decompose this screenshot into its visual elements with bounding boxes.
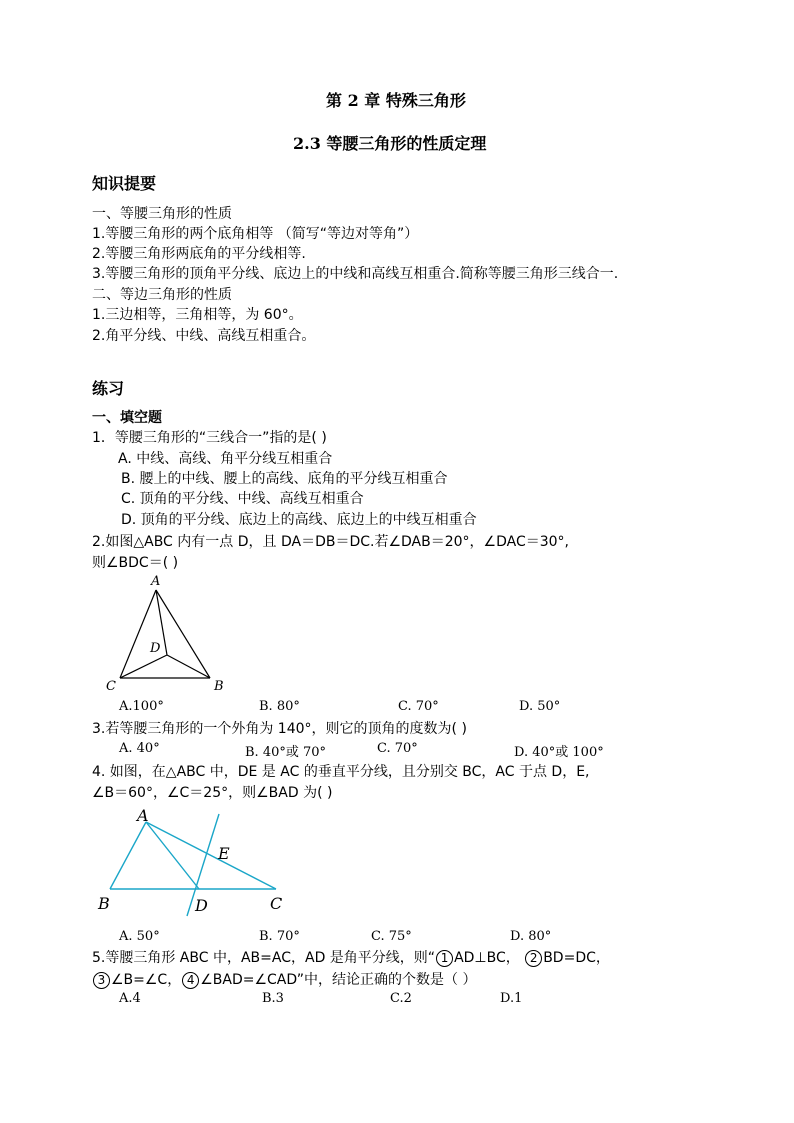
q4-option-a: A. 50°: [119, 929, 160, 944]
section-title: 2.3 等腰三角形的性质定理: [293, 134, 487, 153]
knowledge-line: 一、等腰三角形的性质: [92, 206, 232, 222]
q5-stem-line2: [92, 970, 476, 990]
knowledge-line: 2.等腰三角形两底角的平分线相等.: [92, 246, 306, 262]
q5-option-d: D.1: [500, 991, 523, 1006]
q5-option-c: C.2: [390, 991, 412, 1006]
label-d: D: [195, 896, 208, 915]
label-a: A: [151, 574, 161, 589]
label-b: B: [214, 679, 224, 694]
knowledge-line: 1.等腰三角形的两个底角相等 （简写“等边对等角”）: [92, 226, 419, 242]
q4-stem-line1: 4. 如图，在△ABC 中，DE 是 AC 的垂直平分线，且分别交 BC，AC 于点 D，E,: [92, 764, 590, 780]
label-e: E: [218, 844, 230, 863]
q5-statement-3: ∠B=∠C，: [111, 972, 182, 988]
q5-statement-4: ∠BAD=∠CAD”中，结论正确的个数是（ ）: [200, 972, 477, 988]
q4-option-b: B. 70°: [259, 929, 300, 944]
q3-option-a: A. 40°: [119, 741, 160, 756]
knowledge-line: 二、等边三角形的性质: [92, 287, 232, 303]
q5-stem-line1: [92, 948, 610, 968]
label-c: C: [106, 679, 116, 694]
q2-stem-line1: 2.如图△ABC 内有一点 D，且 DA＝DB＝DC.若∠DAB＝20°，∠DAC＝30°,: [92, 534, 570, 550]
circled-number-1: 1: [436, 950, 453, 967]
q5-option-b: B.3: [262, 991, 284, 1006]
q1-option-d: D. 顶角的平分线、底边上的高线、底边上的中线互相重合: [121, 512, 477, 528]
q1-option-c: C. 顶角的平分线、中线、高线互相重合: [121, 491, 364, 507]
q5-statement-2: BD=DC，: [543, 950, 610, 966]
knowledge-heading: 知识提要: [92, 174, 157, 193]
side-ac: [146, 822, 276, 889]
q1-option-a: A. 中线、高线、角平分线互相重合: [118, 451, 333, 467]
segment-ad: [146, 822, 199, 889]
q2-stem-line2: 则∠BDC＝( ): [92, 555, 179, 571]
practice-heading: 练习: [92, 379, 125, 398]
q5-statement-1: AD⊥BC，: [454, 950, 520, 966]
knowledge-line: 1.三边相等，三角相等，为 60°。: [92, 307, 303, 323]
q5-option-a: A.4: [119, 991, 141, 1006]
knowledge-line: 3.等腰三角形的顶角平分线、底边上的中线和高线互相重合.简称等腰三角形三线合一.: [92, 266, 619, 282]
q3-stem: 3.若等腰三角形的一个外角为 140°，则它的顶角的度数为( ): [92, 721, 467, 737]
q4-option-c: C. 75°: [371, 929, 412, 944]
q2-option-d: D. 50°: [519, 699, 561, 714]
q3-option-c: C. 70°: [377, 741, 418, 756]
segment-dc: [120, 655, 167, 678]
q3-option-d: D. 40°或 100°: [514, 745, 604, 760]
chapter-title: 第 2 章 特殊三角形: [326, 91, 466, 110]
label-c: C: [270, 894, 283, 913]
side-ac: [120, 590, 156, 678]
q2-option-c: C. 70°: [398, 699, 439, 714]
knowledge-line: 2.角平分线、中线、高线互相重合。: [92, 328, 316, 344]
q2-option-b: B. 80°: [259, 699, 300, 714]
label-d: D: [150, 641, 161, 656]
q4-stem-line2: ∠B＝60°，∠C＝25°，则∠BAD 为( ): [92, 785, 333, 801]
q2-triangle-figure: [100, 570, 240, 695]
q1-option-b: B. 腰上的中线、腰上的高线、底角的平分线互相重合: [121, 471, 448, 487]
label-b: B: [98, 894, 110, 913]
side-ab: [156, 590, 210, 678]
circled-number-2: 2: [525, 950, 542, 967]
fill-in-heading: 一、填空题: [92, 410, 162, 426]
q1-stem: 1．等腰三角形的“三线合一”指的是( ): [92, 430, 327, 446]
q3-option-b: B. 40°或 70°: [245, 745, 327, 760]
label-a: A: [137, 806, 149, 825]
q2-option-a: A.100°: [119, 699, 164, 714]
q5-prefix: 5.等腰三角形 ABC 中，AB=AC，AD 是角平分线，则“: [92, 950, 436, 966]
q4-triangle-figure: [95, 802, 295, 920]
q4-option-d: D. 80°: [510, 929, 552, 944]
circled-number-3: 3: [93, 972, 110, 989]
circled-number-4: 4: [182, 972, 199, 989]
side-ab: [110, 822, 146, 889]
